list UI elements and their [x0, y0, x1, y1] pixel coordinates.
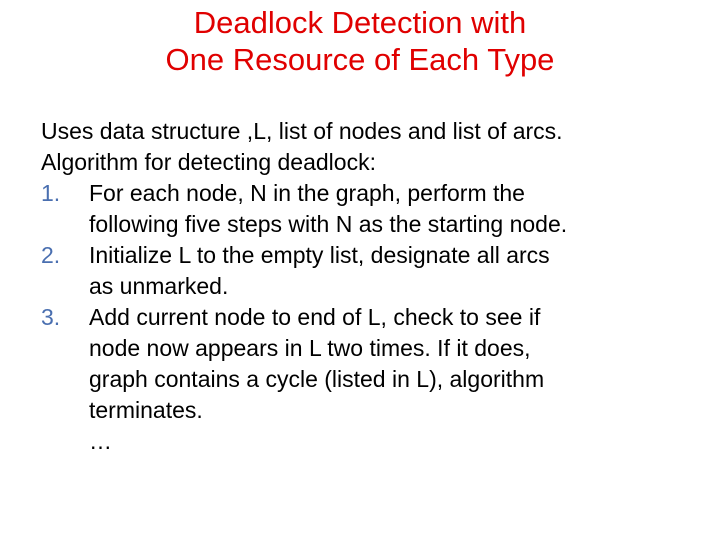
- step-2: [41, 240, 711, 302]
- slide-title: [0, 4, 720, 78]
- title-line-2: One Resource of Each Type: [165, 42, 555, 77]
- step-1-line-2: following five steps with N as the starting node.: [89, 211, 568, 237]
- step-3-line-3: graph contains a cycle (listed in L), algorithm: [89, 366, 545, 392]
- slide-body: [41, 116, 711, 457]
- intro-line-2: Algorithm for detecting deadlock:: [41, 149, 376, 175]
- step-2-number: 2.: [41, 242, 61, 268]
- step-3-line-2: node now appears in L two times. If it does,: [89, 335, 531, 361]
- step-3: [41, 302, 711, 426]
- step-2-line-1: Initialize L to the empty list, designate all arcs: [89, 242, 550, 268]
- step-1-number: 1.: [41, 180, 61, 206]
- intro-line-1: Uses data structure ,L, list of nodes and list of arcs.: [41, 118, 563, 144]
- title-line-1: Deadlock Detection with: [193, 5, 527, 40]
- step-3-line-4: terminates.: [89, 397, 203, 423]
- step-2-line-2: as unmarked.: [89, 273, 229, 299]
- step-3-line-1: Add current node to end of L, check to see if: [89, 304, 541, 330]
- step-1-line-1: For each node, N in the graph, perform the: [89, 180, 525, 206]
- ellipsis: …: [89, 428, 112, 454]
- step-3-number: 3.: [41, 304, 61, 330]
- step-1: [41, 178, 711, 240]
